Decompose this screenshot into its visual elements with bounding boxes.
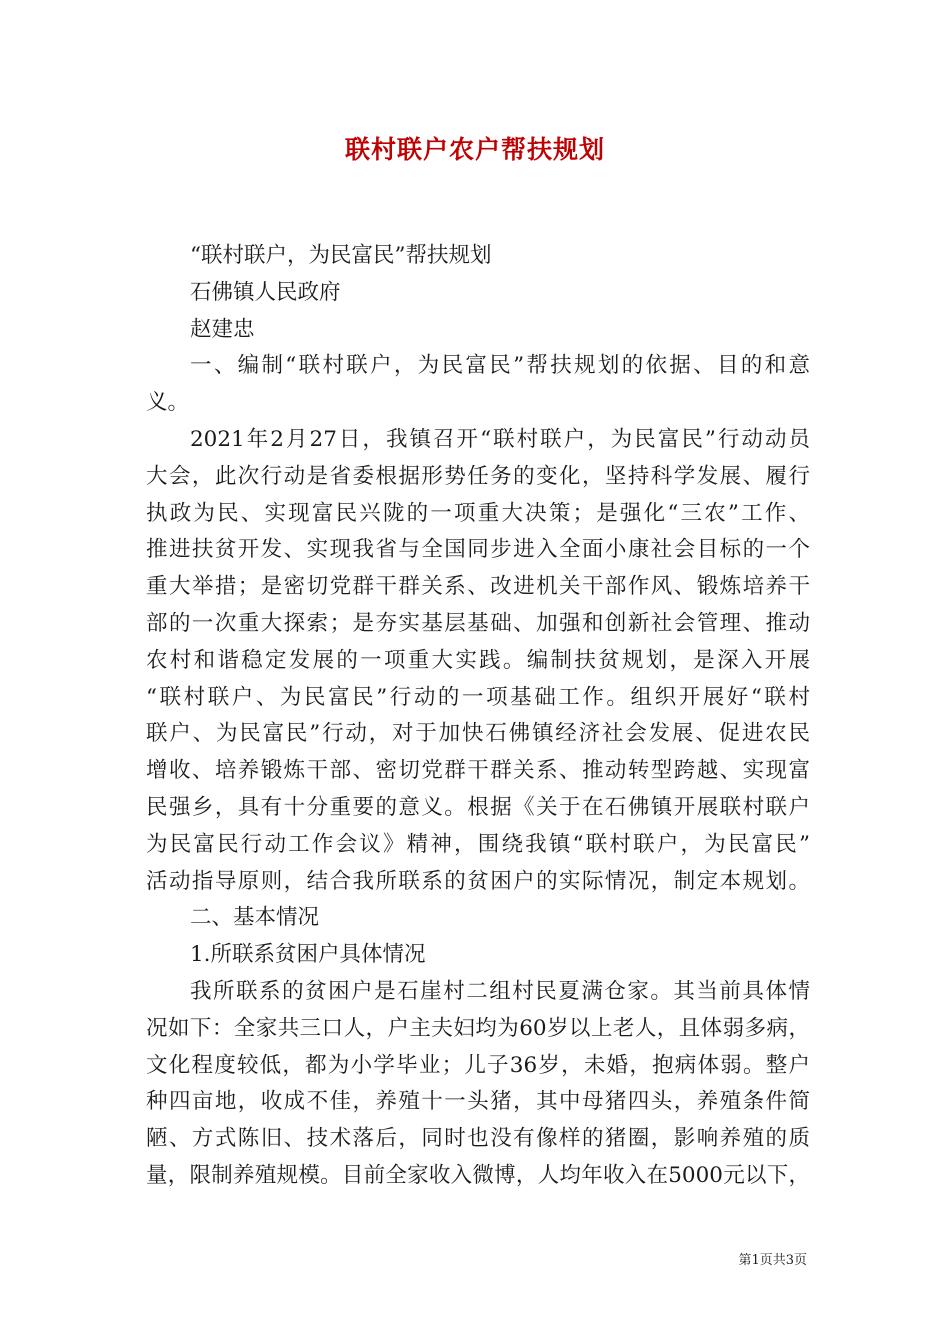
text-line: “联村联户、为民富民”行动的一项基础工作。组织开展好“联村 — [146, 684, 810, 710]
text-line: “联村联户，为民富民”帮扶规划 — [190, 243, 492, 268]
document-body — [146, 238, 810, 1195]
text-line: 增收、培养锻炼干部、密切党群干群关系、推动转型跨越、实现富 — [146, 758, 810, 784]
text-line: 一、编制“联村联户，为民富民”帮扶规划的依据、目的和意 — [190, 353, 810, 379]
text-line: 陋、方式陈旧、技术落后，同时也没有像样的猪圈，影响养殖的质 — [146, 1126, 810, 1152]
text-line: 为民富民行动工作会议》精神，围绕我镇“联村联户，为民富民” — [146, 831, 810, 857]
text-line: 民强乡，具有十分重要的意义。根据《关于在石佛镇开展联村联户 — [146, 794, 810, 820]
text-line: 执政为民、实现富民兴陇的一项重大决策；是强化“三农”工作、 — [146, 500, 810, 526]
text-line: 赵建忠 — [190, 316, 255, 342]
text-line: 大会，此次行动是省委根据形势任务的变化，坚持科学发展、履行 — [146, 463, 810, 489]
document-title: 联村联户农户帮扶规划 — [344, 135, 605, 164]
text-line: 文化程度较低，都为小学毕业；儿子36岁，未婚，抱病体弱。整户 — [146, 1052, 810, 1078]
text-line: 量，限制养殖规模。目前全家收入微博，人均年收入在5000元以下， — [146, 1162, 810, 1188]
text-line: 二、基本情况 — [190, 905, 320, 931]
text-line: 石佛镇人民政府 — [190, 279, 341, 305]
text-line: 2021年2月27日，我镇召开“联村联户，为民富民”行动动员 — [190, 426, 810, 452]
text-line: 我所联系的贫困户是石崖村二组村民夏满仓家。其当前具体情 — [190, 978, 810, 1004]
text-line: 况如下：全家共三口人，户主夫妇均为60岁以上老人，且体弱多病， — [146, 1015, 810, 1041]
text-line: 联户、为民富民”行动，对于加快石佛镇经济社会发展、促进农民 — [146, 721, 810, 747]
text-line: 推进扶贫开发、实现我省与全国同步进入全面小康社会目标的一个 — [146, 537, 810, 563]
page-footer: 第1页共3页 — [738, 1253, 807, 1268]
text-line: 部的一次重大探索；是夯实基层基础、加强和创新社会管理、推动 — [146, 610, 810, 636]
text-line: 种四亩地，收成不佳，养殖十一头猪，其中母猪四头，养殖条件简 — [146, 1089, 810, 1115]
text-line: 重大举措；是密切党群干群关系、改进机关干部作风、锻炼培养干 — [146, 574, 810, 600]
text-line: 义。 — [146, 390, 190, 416]
text-line: 活动指导原则，结合我所联系的贫困户的实际情况，制定本规划。 — [146, 868, 810, 894]
text-line: 1.所联系贫困户具体情况 — [190, 942, 426, 968]
text-line: 农村和谐稳定发展的一项重大实践。编制扶贫规划，是深入开展 — [146, 647, 810, 673]
